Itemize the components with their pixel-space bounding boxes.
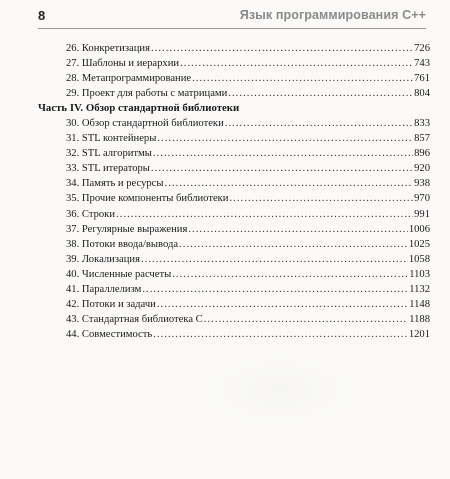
page-number: 8 bbox=[38, 8, 46, 23]
toc-entry-page: 991 bbox=[414, 208, 430, 220]
toc-entry-title: 39. Локализация bbox=[66, 253, 140, 265]
toc-entry-title: 36. Строки bbox=[66, 208, 115, 220]
toc-entry bbox=[38, 312, 430, 327]
toc-entry-page: 1025 bbox=[408, 238, 430, 250]
part-heading: Часть IV. Обзор стандартной библиотеки bbox=[38, 102, 240, 114]
toc-entry-page: 1006 bbox=[408, 223, 430, 235]
toc-leader-dots bbox=[180, 56, 413, 71]
toc-leader-dots bbox=[157, 297, 408, 312]
toc-entry-page: 938 bbox=[414, 178, 430, 190]
toc-entry bbox=[38, 267, 430, 282]
header-rule bbox=[38, 28, 426, 29]
toc-entry bbox=[38, 282, 430, 297]
toc-entry-title: 38. Потоки ввода/вывода bbox=[66, 238, 179, 250]
toc-entry bbox=[38, 191, 430, 206]
toc-entry-title: 34. Память и ресурсы bbox=[66, 178, 164, 190]
toc-entry-page: 1148 bbox=[409, 299, 430, 311]
toc-entry-page: 743 bbox=[414, 58, 430, 70]
toc-entry bbox=[38, 297, 430, 312]
toc-entry bbox=[38, 131, 430, 146]
toc-entry-page: 804 bbox=[414, 88, 430, 100]
toc-entry-title: 29. Проект для работы с матрицами bbox=[66, 88, 228, 100]
toc-leader-dots bbox=[192, 71, 413, 86]
toc-entry-title: 28. Метапрограммирование bbox=[66, 73, 192, 85]
toc-entry-title: 37. Регулярные выражения bbox=[66, 223, 188, 235]
toc-entry bbox=[38, 327, 430, 342]
toc-entry bbox=[38, 237, 430, 252]
book-title: Язык программирования С++ bbox=[239, 8, 426, 22]
toc-entry bbox=[38, 116, 430, 131]
toc-entry-page: 920 bbox=[414, 163, 430, 175]
toc-entry-page: 857 bbox=[414, 133, 430, 145]
toc-entry-page: 970 bbox=[414, 193, 430, 205]
toc-leader-dots bbox=[151, 41, 413, 56]
toc-entry-title: 42. Потоки и задачи bbox=[66, 299, 156, 311]
toc-leader-dots bbox=[188, 222, 407, 237]
toc-entry bbox=[38, 71, 430, 86]
bleed-through-shadow bbox=[205, 355, 355, 425]
toc-entry bbox=[38, 146, 430, 161]
toc-entry-page: 1201 bbox=[408, 329, 430, 341]
toc-entry bbox=[38, 207, 430, 222]
toc-leader-dots bbox=[141, 252, 408, 267]
toc-leader-dots bbox=[225, 116, 413, 131]
toc-leader-dots bbox=[172, 267, 408, 282]
toc-entry-page: 833 bbox=[414, 118, 430, 129]
toc-leader-dots bbox=[229, 191, 413, 206]
toc-leader-dots bbox=[204, 312, 408, 327]
toc-entry-title: 40. Численные расчеты bbox=[66, 268, 172, 280]
toc-entry-title: 27. Шаблоны и иерархии bbox=[66, 58, 180, 70]
toc-leader-dots bbox=[165, 176, 414, 191]
toc-leader-dots bbox=[157, 131, 413, 146]
toc-entry-page: 726 bbox=[414, 43, 430, 54]
toc-leader-dots bbox=[151, 161, 413, 176]
toc-section-part-3-tail bbox=[38, 41, 430, 101]
toc-entry-page: 1188 bbox=[409, 314, 430, 326]
toc-entry bbox=[38, 56, 430, 71]
toc-entry-title: 30. Обзор стандартной библиотеки bbox=[66, 118, 224, 129]
toc-leader-dots bbox=[153, 327, 408, 342]
toc-leader-dots bbox=[142, 282, 408, 297]
toc-section-part-4 bbox=[38, 100, 430, 342]
toc-entry-title: 32. STL алгоритмы bbox=[66, 148, 152, 160]
toc-leader-dots bbox=[153, 146, 413, 161]
toc-entry bbox=[38, 161, 430, 176]
toc-entry bbox=[38, 176, 430, 191]
toc-entry-title: 31. STL контейнеры bbox=[66, 133, 157, 145]
toc-entry bbox=[38, 252, 430, 267]
running-head bbox=[38, 8, 426, 30]
toc-entry-page: 896 bbox=[414, 148, 430, 160]
toc-entry-page: 761 bbox=[414, 73, 430, 85]
toc-entry-title: 43. Стандартная библиотека С bbox=[66, 314, 203, 326]
toc-entry-title: 41. Параллелизм bbox=[66, 284, 142, 296]
toc-leader-dots bbox=[179, 237, 408, 252]
toc-leader-dots bbox=[116, 207, 413, 222]
toc-entry-title: 44. Совместимость bbox=[66, 329, 153, 341]
toc-entry-title: 33. STL итераторы bbox=[66, 163, 150, 175]
toc-entry bbox=[38, 41, 430, 56]
toc-entry-title: 35. Прочие компоненты библиотеки bbox=[66, 193, 229, 205]
toc-entry bbox=[38, 222, 430, 237]
toc-entry-page: 1132 bbox=[409, 284, 430, 296]
toc-entry-page: 1103 bbox=[409, 268, 430, 280]
toc-entry-page: 1058 bbox=[408, 253, 430, 265]
toc-entry-title: 26. Конкретизация bbox=[66, 43, 150, 54]
